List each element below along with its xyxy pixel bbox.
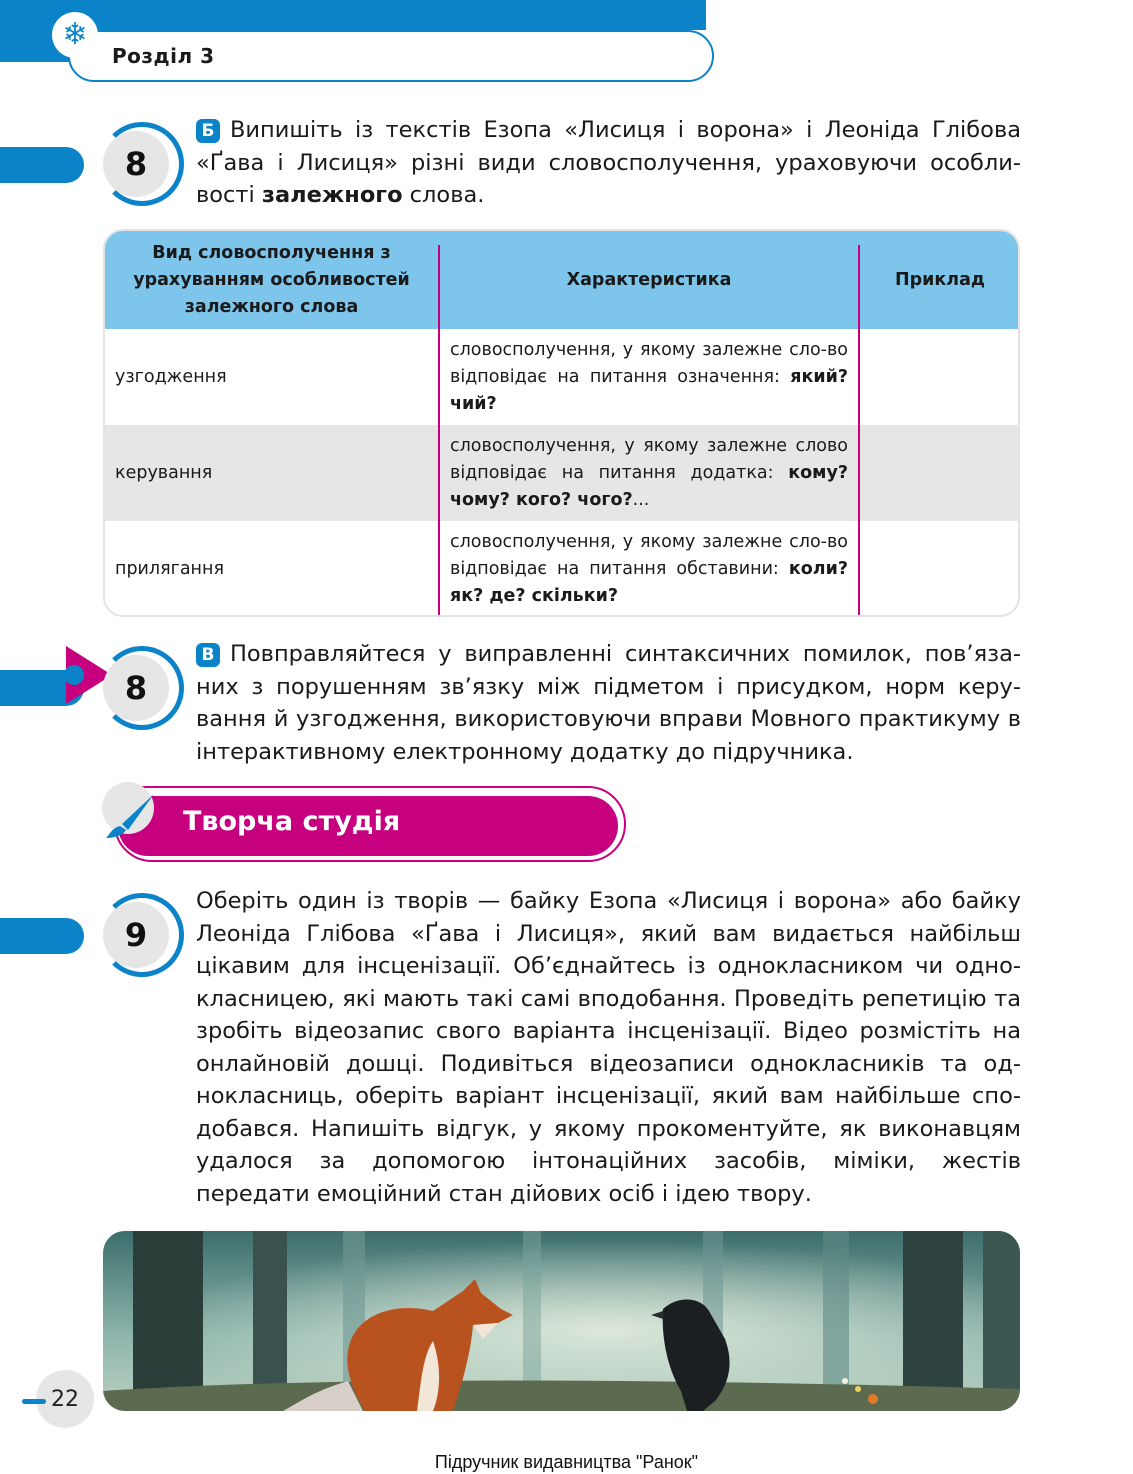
word-combination-table	[103, 229, 1020, 617]
table-cell-description: словосполучення, у якому залежне сло-во відповідає на питання обставини: коли? як? де? скільки?	[450, 532, 848, 606]
section-label: Розділ 3	[112, 44, 215, 68]
task-8b-text: Б Випишіть із текстів Езопа «Лисиця і ворона» і Леоніда Глібова «Ґава і Лисиця» різні види словосполучення, ураховуючи особли-вості залежного слова.	[196, 117, 1021, 208]
page-number-dash	[22, 1399, 46, 1404]
task-marker-bar	[0, 918, 84, 954]
table-cell-description: словосполучення, у якому залежне сло-во відповідає на питання означення: який? чий?	[450, 340, 848, 414]
table-cell-type: керування	[115, 462, 213, 483]
task-number: 9	[103, 902, 169, 968]
table-header-cell: Приклад	[894, 269, 986, 290]
table-cell-example	[860, 329, 1020, 425]
publisher-footer: Підручник видавництва "Ранок"	[434, 1452, 699, 1472]
table-cell-example	[860, 521, 1020, 617]
table-header-cell: Вид словосполучення з урахуванням особливостей залежного слова	[133, 242, 410, 317]
task-number: 8	[103, 131, 169, 197]
snowflake-icon: ❄	[52, 12, 98, 58]
brush-icon	[104, 790, 160, 842]
page-number: 22	[36, 1370, 94, 1428]
task-9-text: Оберіть один із творів — байку Езопа «Лисиця і ворона» або байку Леоніда Глібова «Ґава і Лисиця», який вам видається найбільш цікавим для інсценізації. Об’єднайтесь із однокласником чи одно-класницею, які мають такі самі вподобання. Проведіть репетицію та зробіть відеозапис свого варіанта інсценізації. Відео розмістіть на онлайновій дошці. Подивіться відеозаписи однокласників та од-нокласниць, оберіть варіант інсценізації, який вам найбільше спо-добався. Напишіть відгук, у якому прокоментуйте, як виконавцям удалося за допомогою інтонаційних засобів, міміки, жестів передати емоційний стан дійових осіб і ідею твору.	[196, 888, 1021, 1207]
task-badge: В	[196, 643, 220, 667]
table-header-cell: Характеристика	[566, 269, 732, 290]
table-cell-description: словосполучення, у якому залежне слово відповідає на питання додатка: кому? чому? кого? чого?...	[450, 436, 848, 510]
header-band	[0, 0, 706, 30]
table-cell-example	[860, 425, 1020, 521]
task-number: 8	[103, 655, 169, 721]
fox-and-crow-illustration	[103, 1231, 1020, 1411]
studio-title: Творча студія	[183, 806, 401, 837]
task-badge: Б	[196, 119, 220, 143]
task-8v-text: В Повправляйтеся у виправленні синтаксичних помилок, пов’яза-них з порушенням зв’язку між підметом і присудком, норм керу-вання й узгодження, використовуючи вправи Мовного практикуму в інтерактивному електронному додатку до підручника.	[196, 641, 1021, 765]
task-marker-bar	[0, 147, 84, 183]
table-cell-type: прилягання	[115, 558, 224, 579]
table-cell-type: узгодження	[115, 366, 227, 387]
